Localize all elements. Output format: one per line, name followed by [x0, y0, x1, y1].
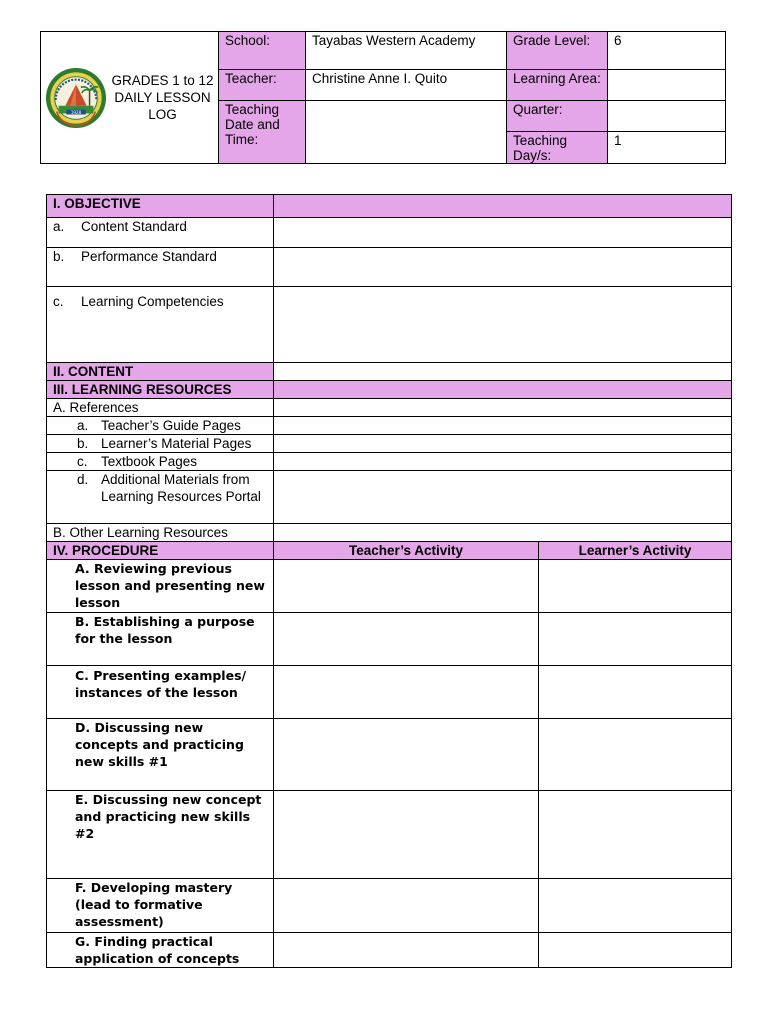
step-a-teacher-activity[interactable] — [274, 560, 539, 613]
content-value[interactable] — [274, 363, 732, 381]
learners-material-value[interactable] — [274, 435, 732, 453]
procedure-step-c: C. Presenting examples/ instances of the lesson — [47, 666, 274, 719]
teaching-date-label: Teaching Date and Time: — [219, 101, 306, 164]
learning-area-label: Learning Area: — [507, 70, 608, 101]
procedure-step-e: E. Discussing new concept and practicing new skills #2 — [47, 791, 274, 879]
school-value: Tayabas Western Academy — [306, 32, 507, 70]
learning-area-value — [608, 70, 726, 101]
learning-competencies-value[interactable] — [274, 287, 732, 363]
references-value[interactable] — [274, 399, 732, 417]
grade-level-value: 6 — [608, 32, 726, 70]
teaching-day-label: Teaching Day/s: — [507, 132, 608, 164]
objective-heading: I. OBJECTIVE — [47, 195, 274, 218]
procedure-step-g: G. Finding practical application of concepts — [47, 933, 274, 968]
step-f-learner-activity[interactable] — [539, 879, 732, 933]
teachers-guide-label: a. Teacher’s Guide Pages — [47, 417, 274, 435]
other-resources-value[interactable] — [274, 524, 732, 542]
other-resources-label: B. Other Learning Resources — [47, 524, 274, 542]
step-g-teacher-activity[interactable] — [274, 933, 539, 968]
content-standard-value[interactable] — [274, 218, 732, 248]
additional-materials-label: d. Additional Materials from Learning Resources Portal — [47, 471, 274, 524]
additional-materials-value[interactable] — [274, 471, 732, 524]
step-d-learner-activity[interactable] — [539, 719, 732, 791]
step-d-teacher-activity[interactable] — [274, 719, 539, 791]
learning-resources-heading-fill — [274, 381, 732, 399]
learners-material-label: b. Learner’s Material Pages — [47, 435, 274, 453]
step-b-learner-activity[interactable] — [539, 613, 732, 666]
references-label: A. References — [47, 399, 274, 417]
objective-heading-fill — [274, 195, 732, 218]
title-cell — [41, 32, 219, 164]
dll-title: GRADES 1 to 12 DAILY LESSON LOG — [111, 73, 214, 122]
step-g-learner-activity[interactable] — [539, 933, 732, 968]
step-b-teacher-activity[interactable] — [274, 613, 539, 666]
learning-resources-heading: III. LEARNING RESOURCES — [47, 381, 274, 399]
seal-year: 1928 — [70, 109, 82, 115]
learning-competencies-label: c. Learning Competencies — [47, 287, 274, 363]
header-table — [40, 31, 726, 164]
teacher-value: Christine Anne I. Quito — [306, 70, 507, 101]
procedure-step-a: A. Reviewing previous lesson and presenting new lesson — [47, 560, 274, 613]
step-e-teacher-activity[interactable] — [274, 791, 539, 879]
procedure-heading: IV. PROCEDURE — [47, 542, 274, 560]
lesson-log-table — [46, 194, 732, 968]
school-seal-icon — [45, 67, 107, 129]
step-f-teacher-activity[interactable] — [274, 879, 539, 933]
step-a-learner-activity[interactable] — [539, 560, 732, 613]
procedure-step-f: F. Developing mastery (lead to formative assessment) — [47, 879, 274, 933]
grade-level-label: Grade Level: — [507, 32, 608, 70]
textbook-pages-value[interactable] — [274, 453, 732, 471]
teaching-day-value: 1 — [608, 132, 726, 164]
step-c-learner-activity[interactable] — [539, 666, 732, 719]
step-e-learner-activity[interactable] — [539, 791, 732, 879]
learner-activity-header: Learner’s Activity — [539, 542, 732, 560]
procedure-step-d: D. Discussing new concepts and practicing new skills #1 — [47, 719, 274, 791]
teacher-activity-header: Teacher’s Activity — [274, 542, 539, 560]
teaching-date-value — [306, 101, 507, 164]
teachers-guide-value[interactable] — [274, 417, 732, 435]
performance-standard-value[interactable] — [274, 248, 732, 287]
school-label: School: — [219, 32, 306, 70]
quarter-label: Quarter: — [507, 101, 608, 132]
performance-standard-label: b. Performance Standard — [47, 248, 274, 287]
content-heading: II. CONTENT — [47, 363, 274, 381]
procedure-step-b: B. Establishing a purpose for the lesson — [47, 613, 274, 666]
content-standard-label: a. Content Standard — [47, 218, 274, 248]
teacher-label: Teacher: — [219, 70, 306, 101]
textbook-pages-label: c. Textbook Pages — [47, 453, 274, 471]
quarter-value — [608, 101, 726, 132]
step-c-teacher-activity[interactable] — [274, 666, 539, 719]
